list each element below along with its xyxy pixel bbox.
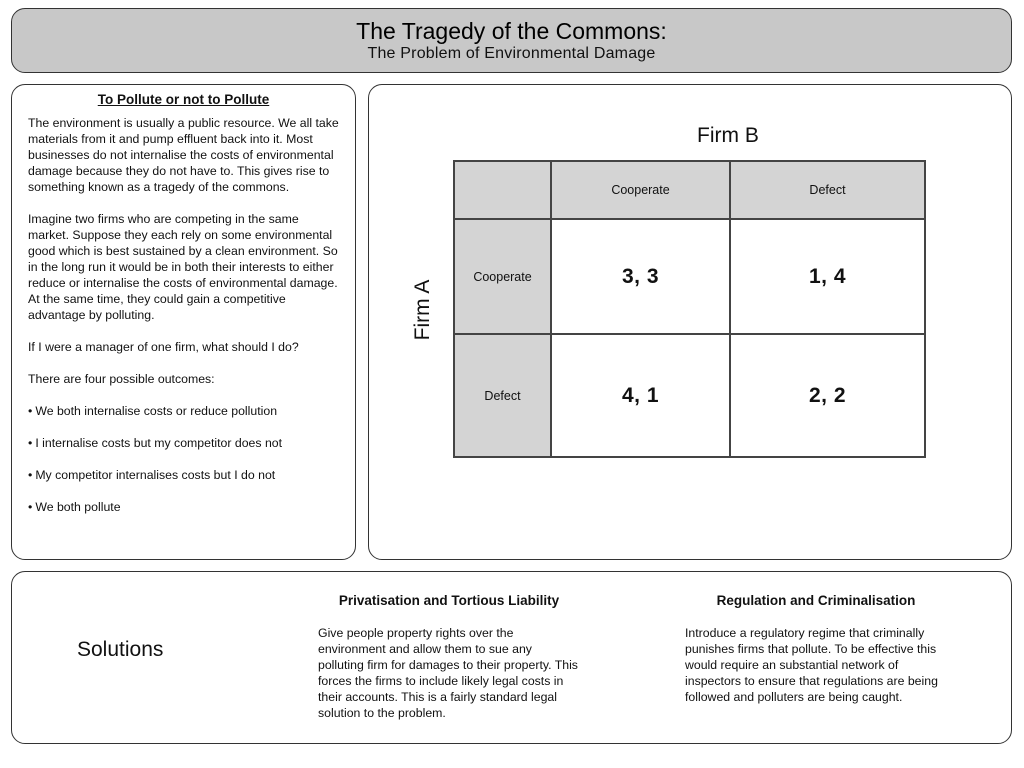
matrix-row-defect [454, 334, 925, 457]
row-player-label: Firm A [411, 279, 434, 341]
list-item-text: I internalise costs but my competitor does not [35, 436, 283, 450]
payoff-cooperate-defect: 1, 4 [730, 219, 925, 334]
solution-text: Give people property rights over the environment and allow them to sue any polluting firm for damages to their property. This forces the firms to include likely legal costs in their accounts. This is a fairly standard legal solution to the problem. [318, 626, 578, 720]
solution-regulation [685, 593, 947, 705]
list-item [28, 467, 339, 483]
solution-title: Privatisation and Tortious Liability [338, 593, 560, 608]
list-item-text: We both internalise costs or reduce pollution [35, 404, 278, 418]
solution-title: Regulation and Criminalisation [716, 593, 916, 608]
explanation-panel [11, 84, 356, 560]
paragraph-outcomes-intro: There are four possible outcomes: [28, 372, 215, 386]
list-item-text: My competitor internalises costs but I do not [35, 468, 276, 482]
page-title: The Tragedy of the Commons: [356, 18, 667, 44]
column-strategy-defect: Defect [730, 161, 925, 219]
solution-privatisation [318, 593, 580, 721]
matrix-corner-cell [454, 161, 551, 219]
list-item [28, 403, 339, 419]
list-item-text: We both pollute [35, 500, 121, 514]
payoff-defect-cooperate: 4, 1 [551, 334, 730, 457]
matrix-row-cooperate [454, 219, 925, 334]
payoff-defect-defect: 2, 2 [730, 334, 925, 457]
matrix-header-row [454, 161, 925, 219]
list-item [28, 435, 339, 451]
bullet-icon: • [28, 468, 33, 482]
page-subtitle: The Problem of Environmental Damage [367, 45, 656, 62]
solutions-label: Solutions [77, 638, 164, 661]
column-strategy-cooperate: Cooperate [551, 161, 730, 219]
payoff-matrix [453, 160, 926, 458]
panel-heading: To Pollute or not to Pollute [97, 92, 270, 107]
row-strategy-cooperate: Cooperate [454, 219, 551, 334]
paragraph-question: If I were a manager of one firm, what should I do? [28, 340, 299, 354]
bullet-icon: • [28, 404, 33, 418]
list-item [28, 499, 339, 515]
column-player-label: Firm B [697, 124, 759, 147]
bullet-icon: • [28, 436, 33, 450]
bullet-icon: • [28, 500, 33, 514]
paragraph-public-resource: The environment is usually a public resource. We all take materials from it and pump effluent back into it. Most businesses do not internalise the costs of environmental damage because they do not have to. This gives rise to something known as a tragedy of the commons. [28, 116, 339, 194]
solution-text: Introduce a regulatory regime that criminally punishes firms that pollute. To be effective this would require an substantial network of inspectors to ensure that regulations are being followed and polluters are being caught. [685, 626, 938, 704]
title-banner [11, 8, 1012, 73]
paragraph-two-firms: Imagine two firms who are competing in the same market. Suppose they each rely on some environmental good which is best sustained by a clean environment. So in the long run it would be in both their interests to either reduce or internalise the costs of environmental damage. At the same time, they could gain a competitive advantage by polluting. [28, 212, 338, 322]
row-strategy-defect: Defect [454, 334, 551, 457]
payoff-cooperate-cooperate: 3, 3 [551, 219, 730, 334]
